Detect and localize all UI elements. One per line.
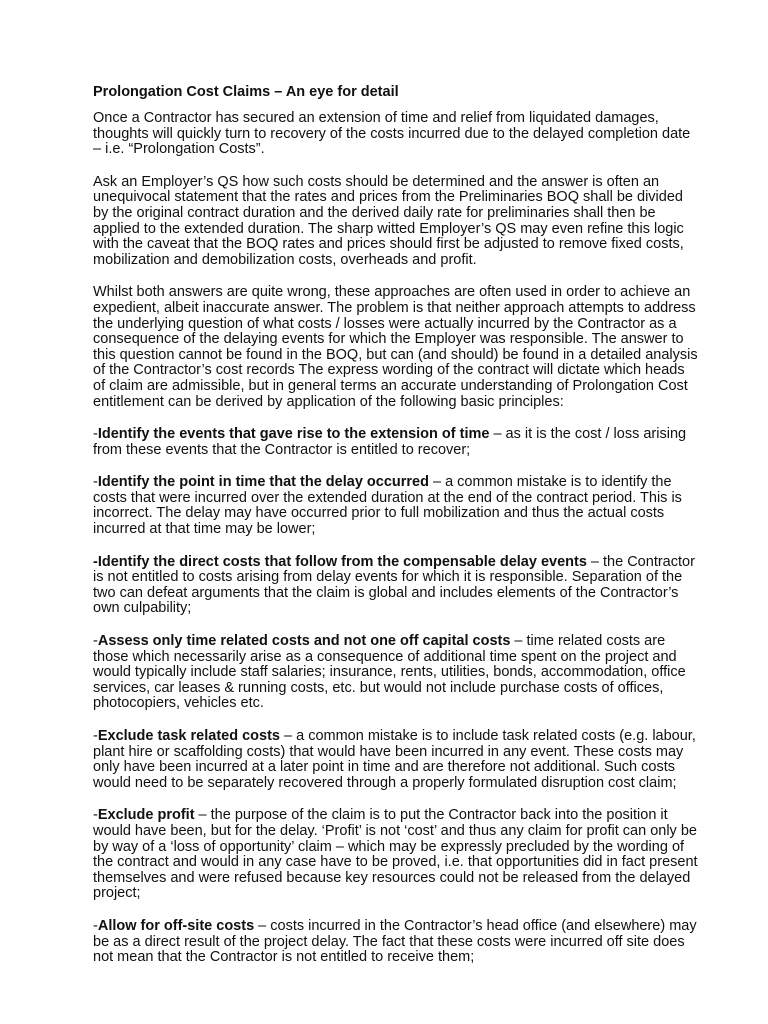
principle-heading: Assess only time related costs and not one off capital costs [97, 633, 511, 650]
principle-body: – time related costs are those which necessarily arise as a consequence of additional time spent on the project and would typically include staff salaries; insurance, rents, utilities, bonds, accommodation, office services, car leases & running costs, etc. but would not include purchase costs of offices, photocopiers, vehicles etc. [93, 633, 686, 712]
principle-heading: -Identify the direct costs that follow from the compensable delay events [93, 553, 587, 570]
principle-heading: Allow for off-site costs [97, 917, 255, 934]
principle-prefix: - [93, 474, 98, 491]
principle-task-related-costs [93, 729, 698, 791]
principle-heading: Exclude profit [97, 807, 195, 824]
paragraph-employer-qs: Ask an Employer’s QS how such costs should be determined and the answer is often an unequivocal statement that the rates and prices from the Preliminaries BOQ shall be divided by the original contract duration and the derived daily rate for preliminaries shall then be applied to the extended duration. The sharp witted Employer’s QS may even refine this logic with the caveat that the BOQ rates and prices should first be adjusted to remove fixed costs, mobilization and demobilization costs, overheads and profit. [93, 173, 684, 268]
principle-heading: Identify the events that gave rise to the extension of time [97, 426, 490, 443]
principle-prefix: - [93, 807, 98, 824]
principle-point-in-time [93, 475, 698, 537]
principle-prefix: - [93, 917, 98, 934]
principle-prefix: - [93, 426, 98, 443]
principle-body: – as it is the cost / loss arising from these events that the Contractor is entitled to recover; [93, 426, 687, 458]
principle-prefix: - [93, 633, 98, 650]
principle-exclude-profit [93, 808, 698, 902]
principle-body: – the Contractor is not entitled to costs arising from delay events for which it is responsible. Separation of the two can defeat arguments that the claim is global and includes elements of the Contractor’s own culpability; [93, 553, 695, 617]
principle-off-site-costs [93, 919, 698, 966]
paragraph-intro: Once a Contractor has secured an extension of time and relief from liquidated damages, thoughts will quickly turn to recovery of the costs incurred due to the delayed completion date – i.e. “Prolongation Costs”. [93, 110, 691, 158]
principle-direct-costs [93, 555, 698, 617]
principle-body: – a common mistake is to identify the costs that were incurred over the extended duration at the end of the contract period. This is incorrect. The delay may have occurred prior to full mobilization and thus the actual costs incurred at that time may be lower; [93, 474, 682, 538]
principle-heading: Exclude task related costs [97, 728, 280, 744]
principle-body: – costs incurred in the Contractor’s head office (and elsewhere) may be as a direct result of the project delay. The fact that these costs were incurred off site does not mean that the Contractor is not entitled to receive them; [93, 917, 697, 966]
principle-body: – a common mistake is to include task related costs (e.g. labour, plant hire or scaffolding costs) that would have been incurred in any event. These costs may only have been incurred at a later point in time and are therefore not additional. Such costs would need to be separately recovered through a properly formulated disruption cost claim; [93, 728, 696, 791]
paragraph-principles-lead: Whilst both answers are quite wrong, these approaches are often used in order to achieve an expedient, albeit inaccurate answer. The problem is that neither approach attempts to address the underlying question of what costs / losses were actually incurred by the Contractor as a consequence of the delaying events for which the Employer was responsible. The answer to this question cannot be found in the BOQ, but can (and should) be found in a detailed analysis of the Contractor’s cost records The express wording of the contract will dictate which heads of claim are admissible, but in general terms an accurate understanding of Prolongation Cost entitlement can be derived by application of the following basic principles: [93, 284, 698, 410]
principle-prefix: - [93, 728, 98, 744]
document-title: Prolongation Cost Claims – An eye for detail [93, 84, 399, 100]
principle-identify-events [93, 427, 698, 458]
principle-time-related-costs [93, 634, 698, 712]
principle-heading: Identify the point in time that the delay occurred [97, 474, 429, 491]
principle-body: – the purpose of the claim is to put the Contractor back into the position it would have been, but for the delay. ‘Profit’ is not ‘cost’ and thus any claim for profit can only be by way of a ‘loss of opportunity’ claim – which may be expressly precluded by the wording of the contract and would in any case have to be proved, i.e. that opportunities did in fact present themselves and were refused because key resources could not be released from the delayed project; [93, 807, 698, 902]
